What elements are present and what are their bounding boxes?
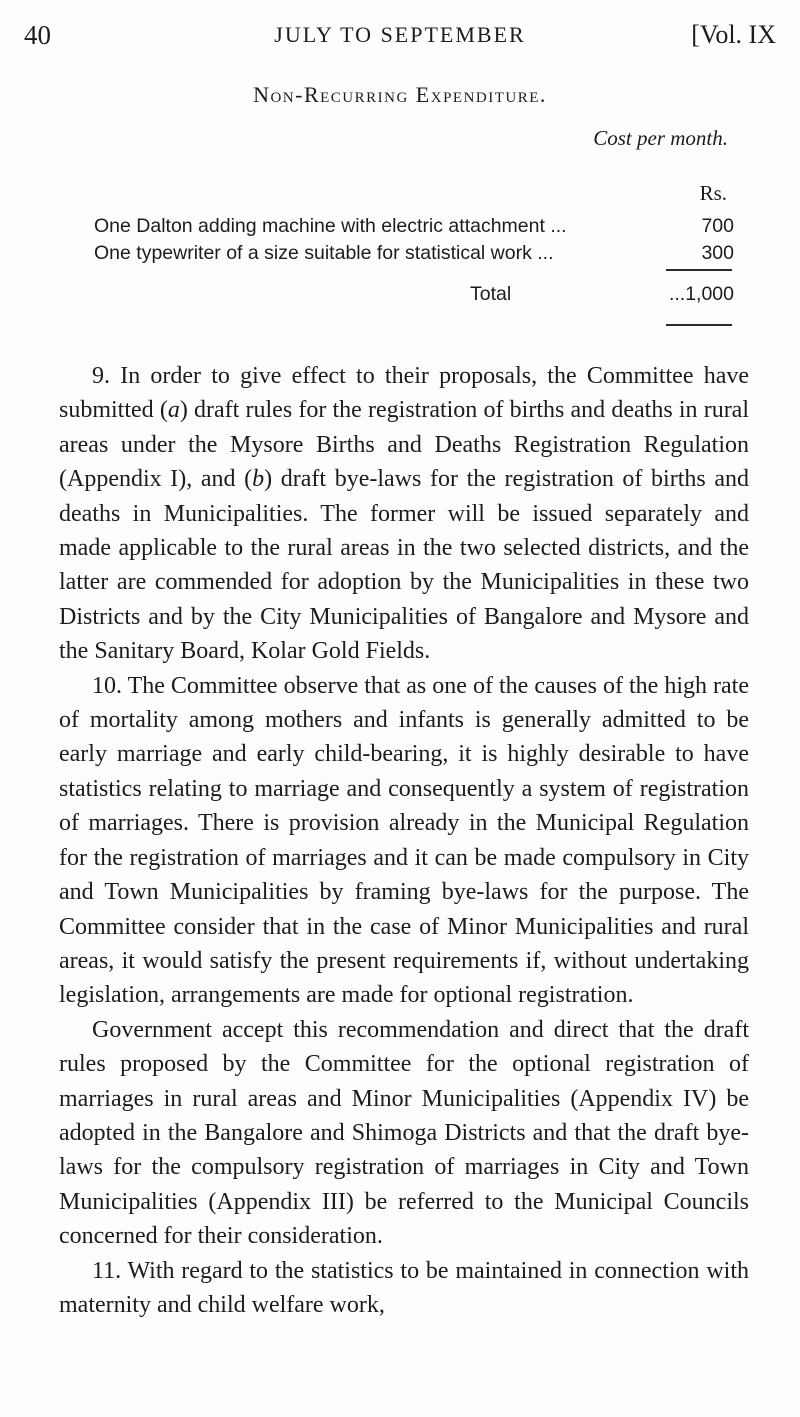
item-b-marker: b — [252, 466, 265, 493]
expenditure-item-amount: 300 — [701, 242, 734, 264]
paragraph-11: 11. With regard to the statistics to be maintained in connection with maternity and child welfare work, — [59, 1257, 749, 1318]
paragraph-9-text-2: ) draft rules for the registration of births and deaths in rural areas under the Mysore Births and Deaths Registration Regulation (Appendix I), and ( — [59, 397, 750, 493]
sum-rule — [666, 269, 732, 271]
page-number: 40 — [24, 20, 51, 50]
expenditure-item-label: One Dalton adding machine with electric attachment ... — [94, 215, 567, 237]
total-label: Total — [470, 283, 512, 305]
total-value: ...1,000 — [668, 283, 734, 305]
section-title: Non-Recurring Expenditure. — [253, 82, 547, 107]
cost-column-heading: Cost per month. — [593, 126, 728, 150]
paragraph-10: 10. The Committee observe that as one of the causes of the high rate of mortality among mothers and infants is generally admitted to be early marriage and early child-bearing, it is highly desirable to have statistics relating to marriage and consequently a system of registration of marriages. There is provision already in the Municipal Regulation for the registration of marriages and it can be made compulsory in City and Town Municipalities by framing bye-laws for the purpose. The Committee consider that in the case of Minor Municipalities and rural areas, it would satisfy the present requirements if, without undertaking legislation, arrangements are made for optional registration. — [59, 672, 749, 1009]
page-header — [24, 20, 776, 60]
expenditure-item-label: One typewriter of a size suitable for statistical work ... — [94, 242, 554, 264]
body-text — [59, 359, 749, 1322]
running-title: JULY TO SEPTEMBER — [274, 22, 526, 47]
item-a-marker: a — [167, 397, 180, 424]
paragraph-government-order: Government accept this recommendation and direct that the draft rules proposed by the Committee for the optional registration of marriages in rural areas and Minor Municipalities (Appendix IV) be adopted in the Bangalore and Shimoga Districts and that the draft bye-laws for the compulsory registration of marriages in City and Town Municipalities (Appendix III) be referred to the Municipal Councils concerned for their consideration. — [59, 1016, 749, 1250]
paragraph-9 — [59, 359, 749, 669]
paragraph-9-text-3: ) draft bye-laws for the registration of births and deaths in Municipalities. The former will be issued separately and made applicable to the rural areas in the two selected districts, and the latter are commended for adoption by the Municipalities in these two Districts and by the City Municipalities of Bangalore and Mysore and the Sanitary Board, Kolar Gold Fields. — [59, 466, 749, 665]
expenditure-item-amount: 700 — [701, 215, 734, 237]
currency-label: Rs. — [699, 181, 727, 205]
total-rule — [666, 324, 732, 326]
paragraph-9-text-1: 9. In order to give effect to their proposals, the Committee have submitted ( — [59, 363, 749, 424]
volume-label: [Vol. IX — [691, 20, 776, 49]
